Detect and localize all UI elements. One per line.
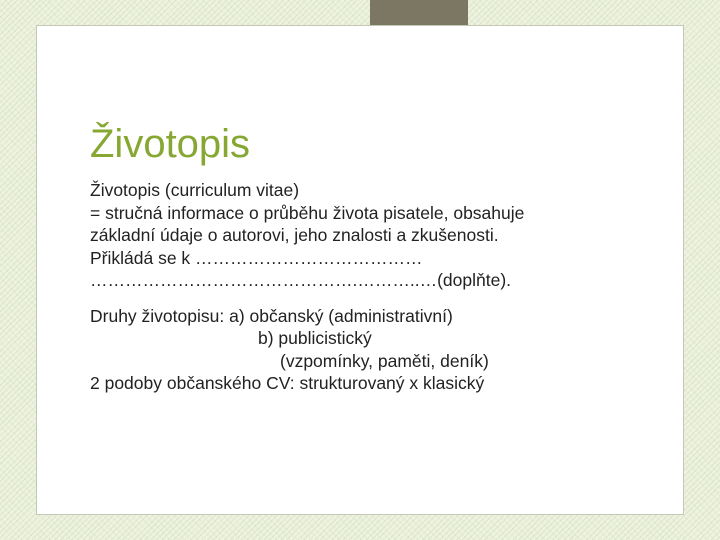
body-line-fill-in-prompt: Přikládá se k …………………………………	[90, 247, 423, 268]
body-line-cv-forms: 2 podoby občanského CV: strukturovaný x klasický	[90, 373, 485, 393]
paragraph-gap	[90, 292, 650, 305]
body-line-definition-continued: základní údaje o autorovi, jeho znalosti a zkušenosti.	[90, 225, 499, 245]
body-line-definition: = stručná informace o průběhu života pisatele, obsahuje	[90, 202, 525, 223]
slide-title: Životopis	[90, 122, 251, 166]
slide-body	[90, 179, 650, 395]
body-line-definition-heading: Životopis (curriculum vitae)	[90, 180, 300, 200]
body-line-fill-in-blank: ……………………………………….………..…(doplňte).	[90, 270, 512, 290]
body-line-types-b-examples: (vzpomínky, paměti, deník)	[280, 350, 489, 371]
body-line-types-a: Druhy životopisu: a) občanský (administrativní)	[90, 305, 453, 326]
body-line-types-b: b) publicistický	[258, 328, 372, 348]
